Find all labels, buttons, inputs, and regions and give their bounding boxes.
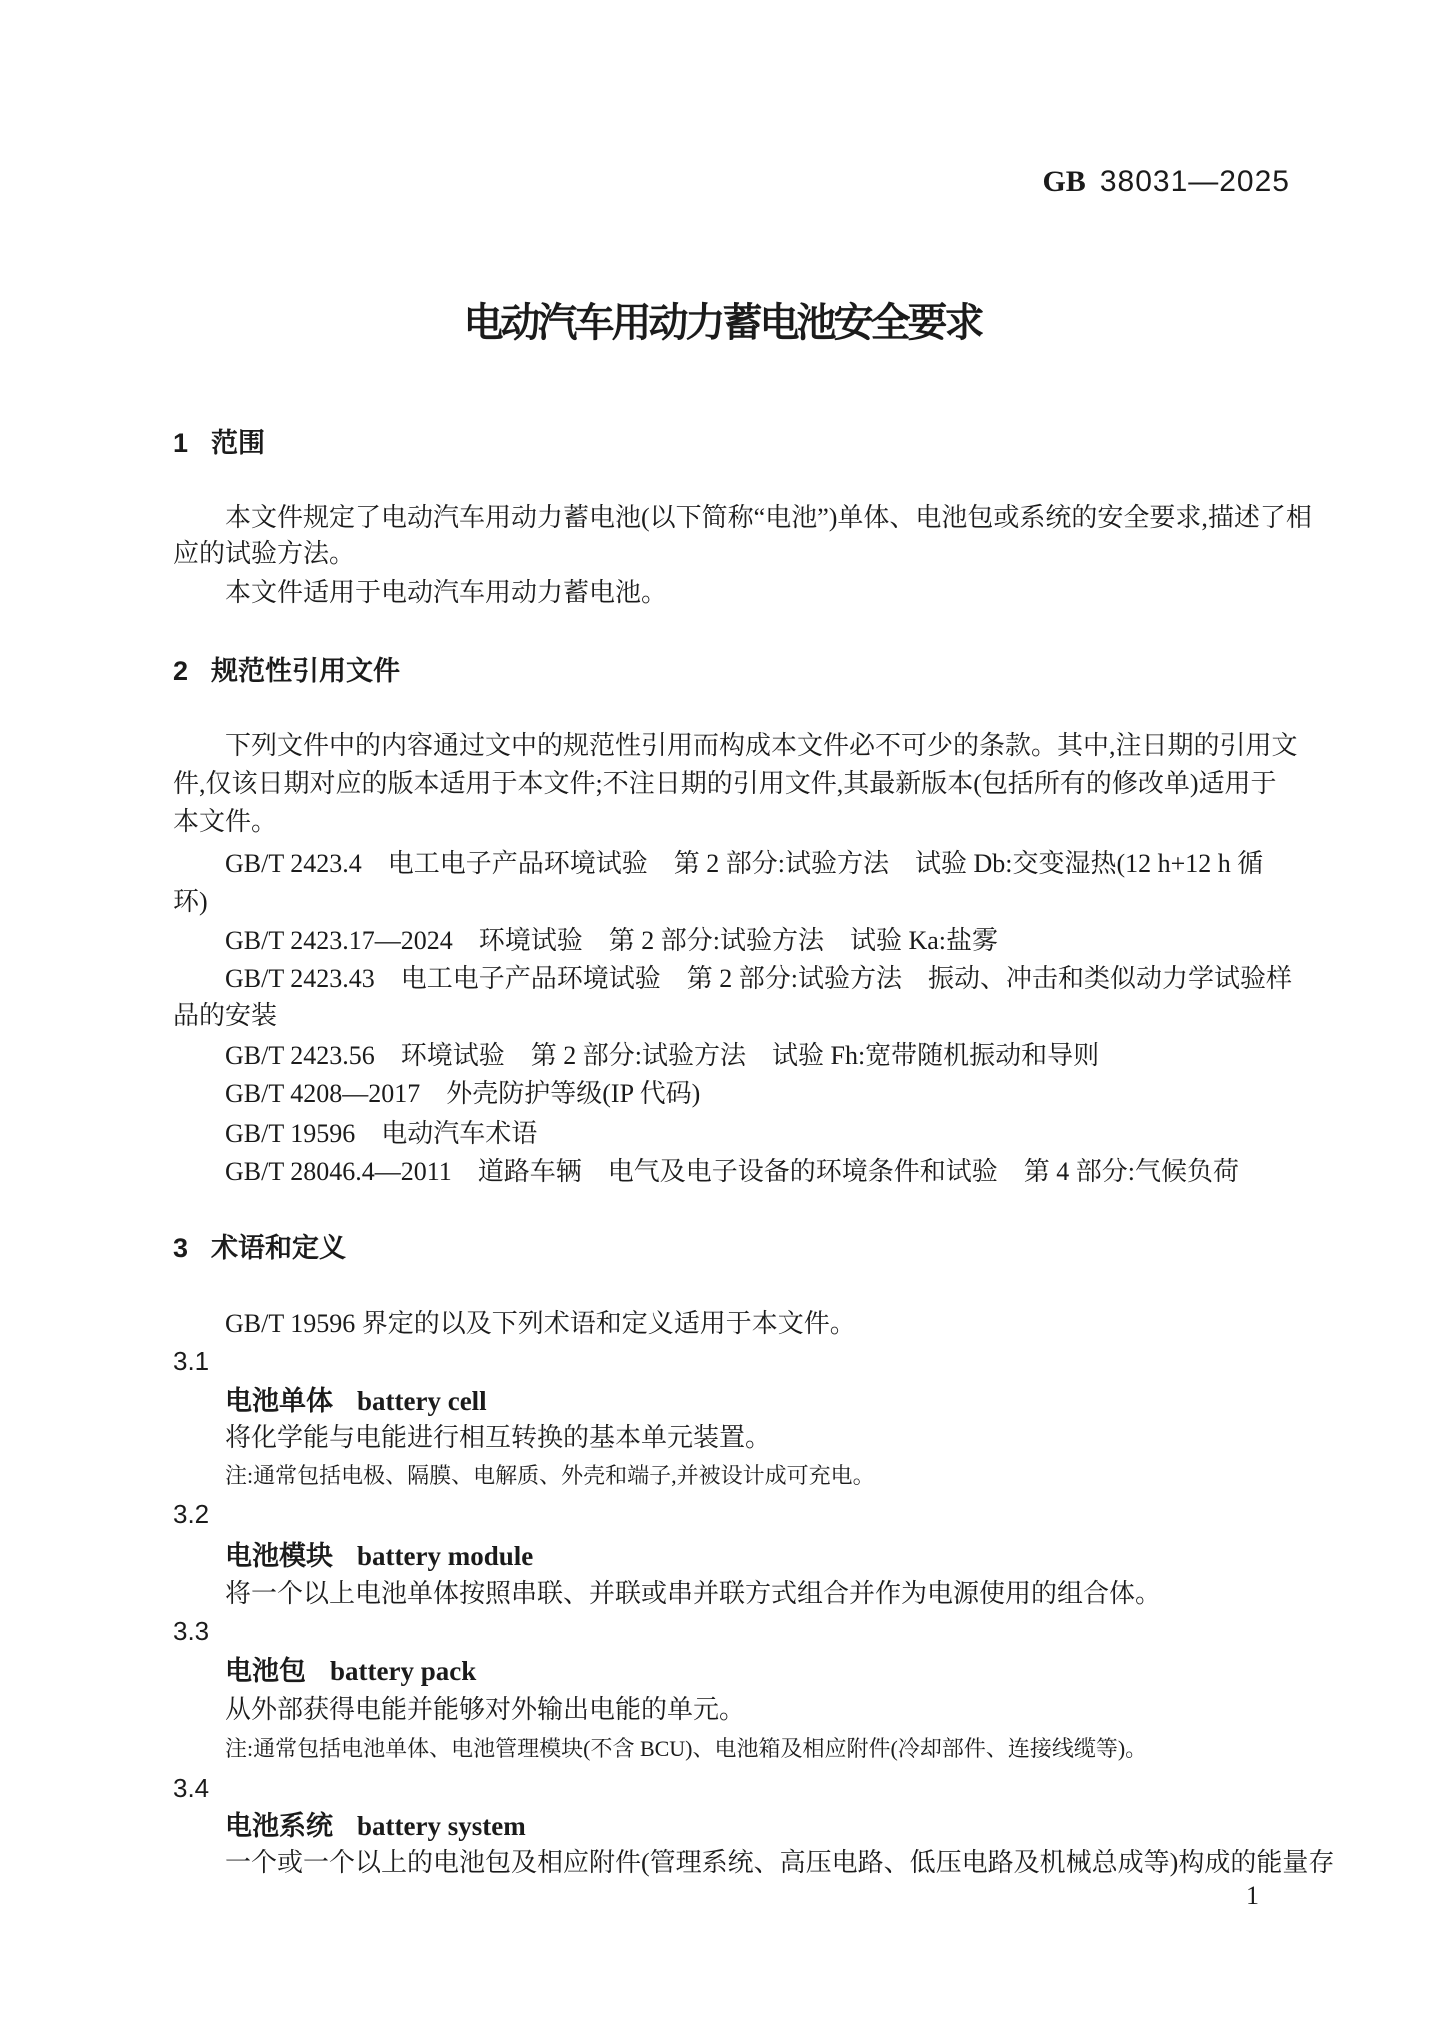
references-intro-line-1: 下列文件中的内容通过文中的规范性引用而构成本文件必不可少的条款。其中,注日期的引用文	[225, 731, 1298, 760]
section-3-number: 3	[173, 1233, 189, 1263]
reference-gbt-2423-4-line-2: 环)	[173, 887, 208, 916]
reference-gbt-2423-4-line-1: GB/T 2423.4 电工电子产品环境试验 第 2 部分:试验方法 试验 Db:交变湿热(12 h+12 h 循	[225, 849, 1264, 878]
term-1-note: 注:通常包括电极、隔膜、电解质、外壳和端子,并被设计成可充电。	[225, 1463, 875, 1488]
reference-gbt-19596: GB/T 19596 电动汽车术语	[225, 1119, 538, 1148]
section-2-heading	[173, 655, 400, 689]
term-4-definition: 一个或一个以上的电池包及相应附件(管理系统、高压电路、低压电路及机械总成等)构成的能量存	[225, 1848, 1335, 1877]
reference-gbt-4208: GB/T 4208—2017 外壳防护等级(IP 代码)	[225, 1079, 701, 1108]
term-2-name-zh: 电池模块	[225, 1541, 333, 1571]
term-1-name-en: battery cell	[357, 1386, 487, 1416]
term-3-note: 注:通常包括电池单体、电池管理模块(不含 BCU)、电池箱及相应附件(冷却部件、连接线缆等)。	[225, 1736, 1148, 1761]
term-4-heading	[225, 1810, 526, 1844]
section-1-title: 范围	[211, 428, 266, 458]
standard-number	[1042, 164, 1290, 200]
term-2-heading	[225, 1540, 533, 1574]
term-3-definition: 从外部获得电能并能够对外输出电能的单元。	[225, 1695, 746, 1724]
section-1-number: 1	[173, 428, 189, 458]
term-1-number: 3.1	[173, 1346, 210, 1376]
standard-code: 38031—2025	[1099, 165, 1290, 198]
term-3-heading	[225, 1655, 476, 1689]
reference-gbt-2423-17: GB/T 2423.17—2024 环境试验 第 2 部分:试验方法 试验 Ka:盐雾	[225, 926, 999, 955]
standard-prefix: GB	[1042, 165, 1086, 198]
section-3-title: 术语和定义	[211, 1233, 347, 1263]
term-3-name-zh: 电池包	[225, 1656, 306, 1686]
section-1-heading	[173, 427, 265, 461]
term-2-number: 3.2	[173, 1499, 210, 1529]
term-1-name-zh: 电池单体	[225, 1386, 333, 1416]
reference-gbt-2423-56: GB/T 2423.56 环境试验 第 2 部分:试验方法 试验 Fh:宽带随机振动和导则	[225, 1041, 1100, 1070]
scope-paragraph-2: 本文件适用于电动汽车用动力蓄电池。	[225, 578, 668, 607]
scope-paragraph-1-line-2: 应的试验方法。	[173, 539, 356, 568]
reference-gbt-2423-43-line-2: 品的安装	[173, 1001, 278, 1030]
reference-gbt-28046: GB/T 28046.4—2011 道路车辆 电气及电子设备的环境条件和试验 第 4 部分:气候负荷	[225, 1157, 1240, 1186]
references-intro-line-2: 件,仅该日期对应的版本适用于本文件;不注日期的引用文件,其最新版本(包括所有的修改单)适用于	[173, 769, 1277, 798]
section-2-title: 规范性引用文件	[211, 656, 401, 686]
term-4-number: 3.4	[173, 1773, 210, 1803]
section-2-number: 2	[173, 656, 189, 686]
term-2-definition: 将一个以上电池单体按照串联、并联或串并联方式组合并作为电源使用的组合体。	[225, 1579, 1162, 1608]
page-number: 1	[1246, 1881, 1259, 1910]
term-1-definition: 将化学能与电能进行相互转换的基本单元装置。	[225, 1423, 772, 1452]
section-3-heading	[173, 1232, 346, 1266]
reference-gbt-2423-43-line-1: GB/T 2423.43 电工电子产品环境试验 第 2 部分:试验方法 振动、冲击和类似动力学试验样	[225, 964, 1292, 993]
term-4-name-zh: 电池系统	[225, 1811, 333, 1841]
term-1-heading	[225, 1385, 487, 1419]
references-intro-line-3: 本文件。	[173, 807, 278, 836]
terms-intro: GB/T 19596 界定的以及下列术语和定义适用于本文件。	[225, 1309, 856, 1338]
term-2-name-en: battery module	[357, 1541, 534, 1571]
term-3-name-en: battery pack	[330, 1656, 477, 1686]
term-4-name-en: battery system	[357, 1811, 526, 1841]
scope-paragraph-1-line-1: 本文件规定了电动汽车用动力蓄电池(以下简称“电池”)单体、电池包或系统的安全要求,描述了相	[225, 503, 1312, 532]
document-title: 电动汽车用动力蓄电池安全要求	[463, 301, 982, 345]
term-3-number: 3.3	[173, 1616, 210, 1646]
